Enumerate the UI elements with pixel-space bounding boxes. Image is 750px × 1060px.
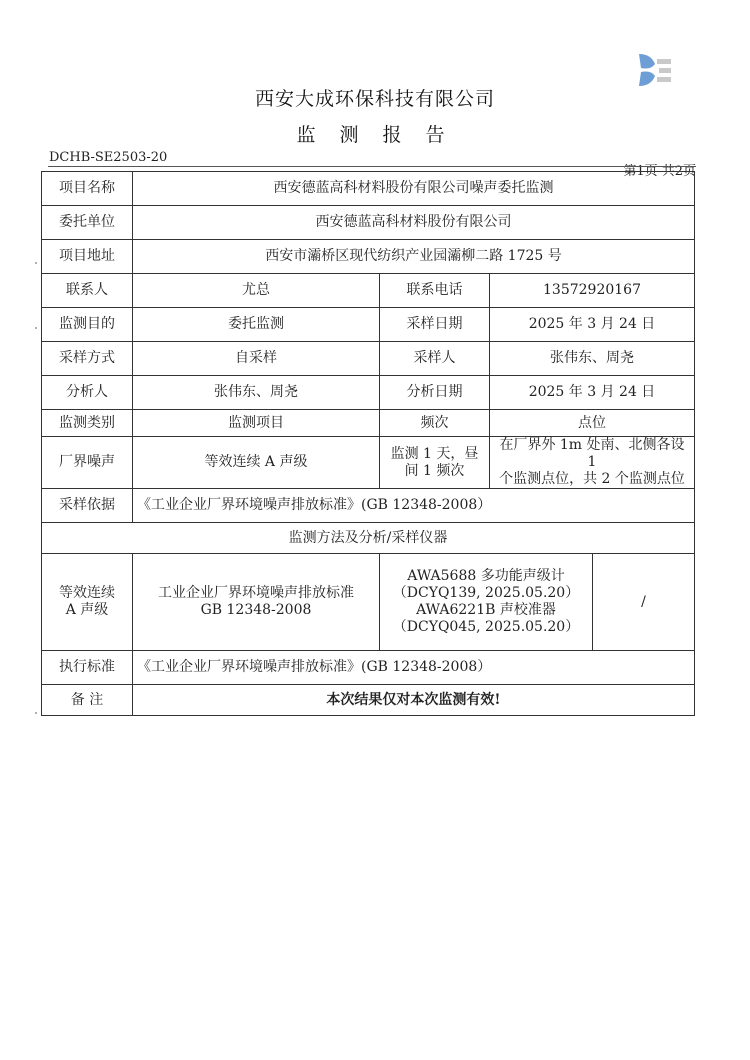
frequency-label: 频次 [380, 410, 490, 437]
scan-dot [35, 327, 37, 329]
address-label: 项目地址 [42, 240, 133, 274]
table-row [42, 342, 695, 376]
basis-label: 采样依据 [42, 489, 133, 523]
contact-label: 联系人 [42, 274, 133, 308]
table-row [42, 240, 695, 274]
table-row [42, 523, 695, 554]
project-name-value: 西安德蓝高科材料股份有限公司噪声委托监测 [133, 172, 695, 206]
category-label: 监测类别 [42, 410, 133, 437]
report-table [41, 171, 695, 716]
table-row [42, 489, 695, 523]
analyst-value: 张伟东、周尧 [133, 376, 380, 410]
frequency-line: 间 1 频次 [404, 462, 465, 479]
boundary-noise-cell: 厂界噪声 [42, 437, 133, 489]
method-item-line: A 声级 [65, 602, 109, 618]
purpose-value: 委托监测 [133, 308, 380, 342]
table-row [42, 206, 695, 240]
sample-date-value: 2025 年 3 月 24 日 [490, 308, 695, 342]
sampling-method-label: 采样方式 [42, 342, 133, 376]
header-rule [48, 166, 696, 167]
instrument-line: （DCYQ045, 2025.05.20） [392, 619, 580, 635]
exec-standard-value: 《工业企业厂界环境噪声排放标准》(GB 12348-2008） [133, 651, 695, 685]
table-row [42, 308, 695, 342]
exec-standard-label: 执行标准 [42, 651, 133, 685]
table-row [42, 554, 695, 651]
table-row [42, 172, 695, 206]
client-label: 委托单位 [42, 206, 133, 240]
scan-dot [35, 712, 37, 714]
points-line: 个监测点位，共 2 个监测点位 [499, 471, 685, 487]
sampling-method-value: 自采样 [133, 342, 380, 376]
document-number: DCHB-SE2503-20 [49, 150, 168, 165]
item-label: 监测项目 [133, 410, 380, 437]
analyst-label: 分析人 [42, 376, 133, 410]
page-number: 第1页 共2页 [623, 164, 696, 179]
basis-value: 《工业企业厂界环境噪声排放标准》(GB 12348-2008） [133, 489, 695, 523]
instrument-line: AWA6221B 声校准器 [416, 602, 556, 618]
method-standard-cell [133, 554, 380, 651]
methods-header: 监测方法及分析/采样仪器 [42, 523, 695, 554]
purpose-label: 监测目的 [42, 308, 133, 342]
remarks-value: 本次结果仅对本次监测有效! [133, 685, 695, 716]
method-extra-cell: / [593, 554, 695, 651]
frequency-cell [380, 437, 490, 489]
noise-item-cell: 等效连续 A 声级 [133, 437, 380, 489]
address-value: 西安市灞桥区现代纺织产业园灞柳二路 1725 号 [133, 240, 695, 274]
table-row [42, 410, 695, 437]
points-line: 在厂界外 1m 处南、北侧各设 1 [499, 437, 685, 470]
phone-value: 13572920167 [490, 274, 695, 308]
client-value: 西安德蓝高科材料股份有限公司 [133, 206, 695, 240]
table-row [42, 437, 695, 489]
instrument-cell [380, 554, 593, 651]
analysis-date-label: 分析日期 [380, 376, 490, 410]
company-name: 西安大成环保科技有限公司 [254, 88, 495, 110]
method-item-cell [42, 554, 133, 651]
remarks-label: 备 注 [42, 685, 133, 716]
scan-dot [35, 262, 37, 264]
contact-value: 尤总 [133, 274, 380, 308]
points-cell [490, 437, 695, 489]
sample-date-label: 采样日期 [380, 308, 490, 342]
method-standard-line: GB 12348-2008 [200, 602, 312, 618]
table-row [42, 274, 695, 308]
report-title: 监 测 报 告 [296, 124, 454, 146]
project-name-label: 项目名称 [42, 172, 133, 206]
analysis-date-value: 2025 年 3 月 24 日 [490, 376, 695, 410]
point-label: 点位 [490, 410, 695, 437]
phone-label: 联系电话 [380, 274, 490, 308]
method-standard-line: 工业企业厂界环境噪声排放标准 [158, 585, 354, 601]
table-row [42, 685, 695, 716]
table-row [42, 376, 695, 410]
sampler-label: 采样人 [380, 342, 490, 376]
table-row [42, 651, 695, 685]
method-item-line: 等效连续 [59, 585, 115, 601]
instrument-line: AWA5688 多功能声级计 [407, 568, 565, 584]
instrument-line: （DCYQ139, 2025.05.20） [392, 585, 580, 601]
sampler-value: 张伟东、周尧 [490, 342, 695, 376]
frequency-line: 监测 1 天，昼 [390, 445, 479, 462]
